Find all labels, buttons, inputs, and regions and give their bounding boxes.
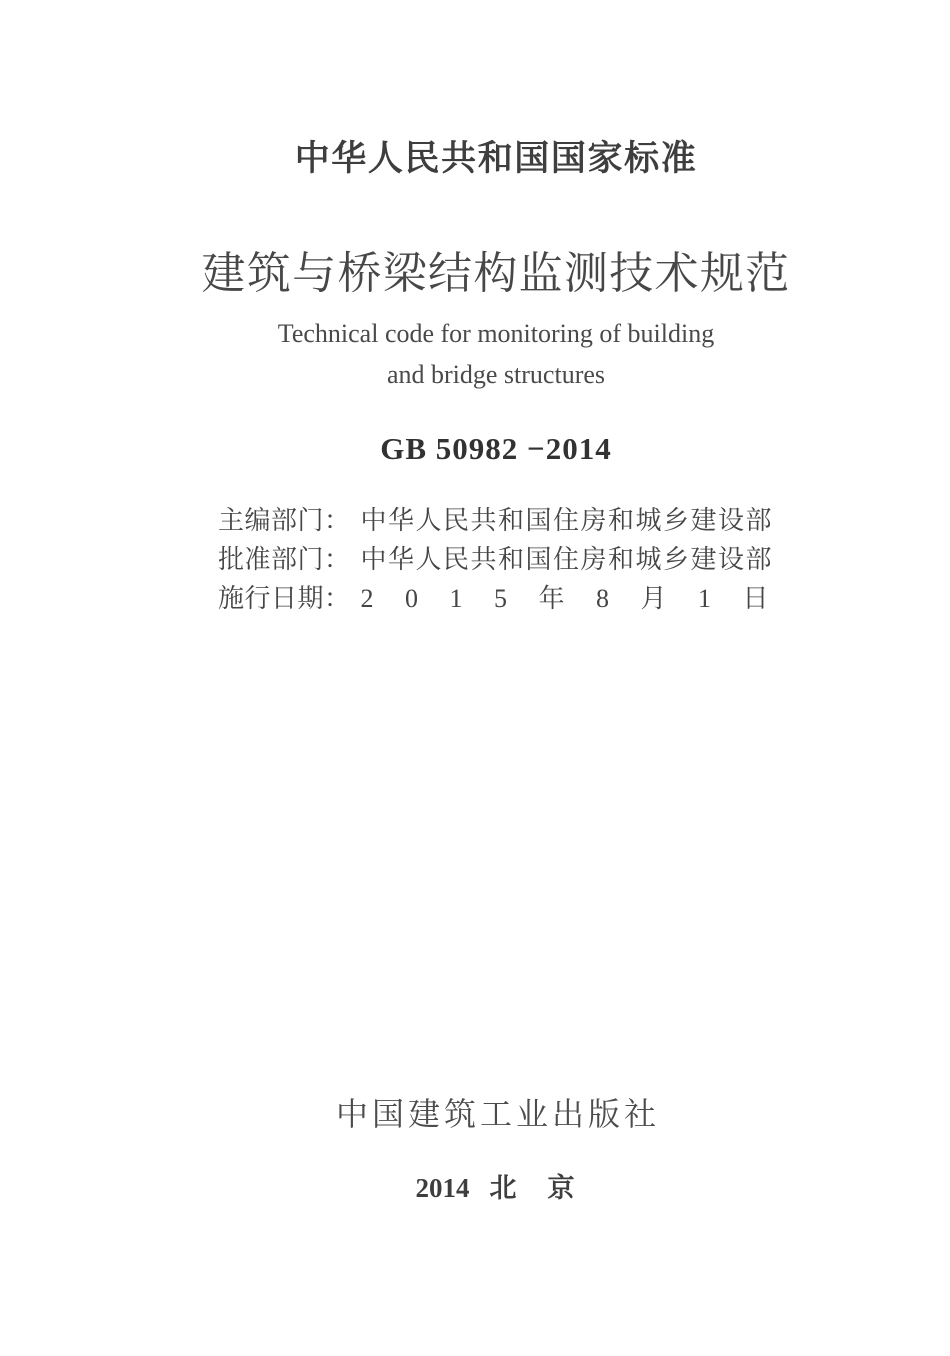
detail-value: 2 0 1 5 年 8 月 1 日 bbox=[360, 584, 769, 613]
document-title-zh: 建筑与桥梁结构监测技术规范 bbox=[201, 249, 791, 298]
detail-row-chief-editor bbox=[218, 501, 773, 540]
detail-label: 批准部门： bbox=[218, 545, 351, 574]
detail-row-approval bbox=[218, 540, 773, 579]
imprint-year: 2014 bbox=[415, 1173, 470, 1203]
standard-header: 中华人民共和国国家标准 bbox=[294, 139, 698, 178]
document-title-en bbox=[42, 313, 950, 395]
detail-label: 施行日期： bbox=[218, 584, 351, 613]
detail-value: 中华人民共和国住房和城乡建设部 bbox=[360, 506, 774, 535]
detail-value: 中华人民共和国住房和城乡建设部 bbox=[360, 545, 774, 574]
document-title-en-line1: Technical code for monitoring of building bbox=[277, 319, 715, 348]
imprint-city: 北 京 bbox=[489, 1173, 577, 1203]
standard-code: GB 50982 −2014 bbox=[380, 431, 612, 466]
detail-label: 主编部门： bbox=[218, 506, 351, 535]
detail-row-effective-date bbox=[218, 579, 773, 618]
publisher-name: 中国建筑工业出版社 bbox=[335, 1096, 660, 1132]
imprint-line bbox=[42, 1166, 950, 1205]
document-title-en-line2: and bridge structures bbox=[386, 360, 606, 389]
publication-details bbox=[218, 501, 773, 618]
